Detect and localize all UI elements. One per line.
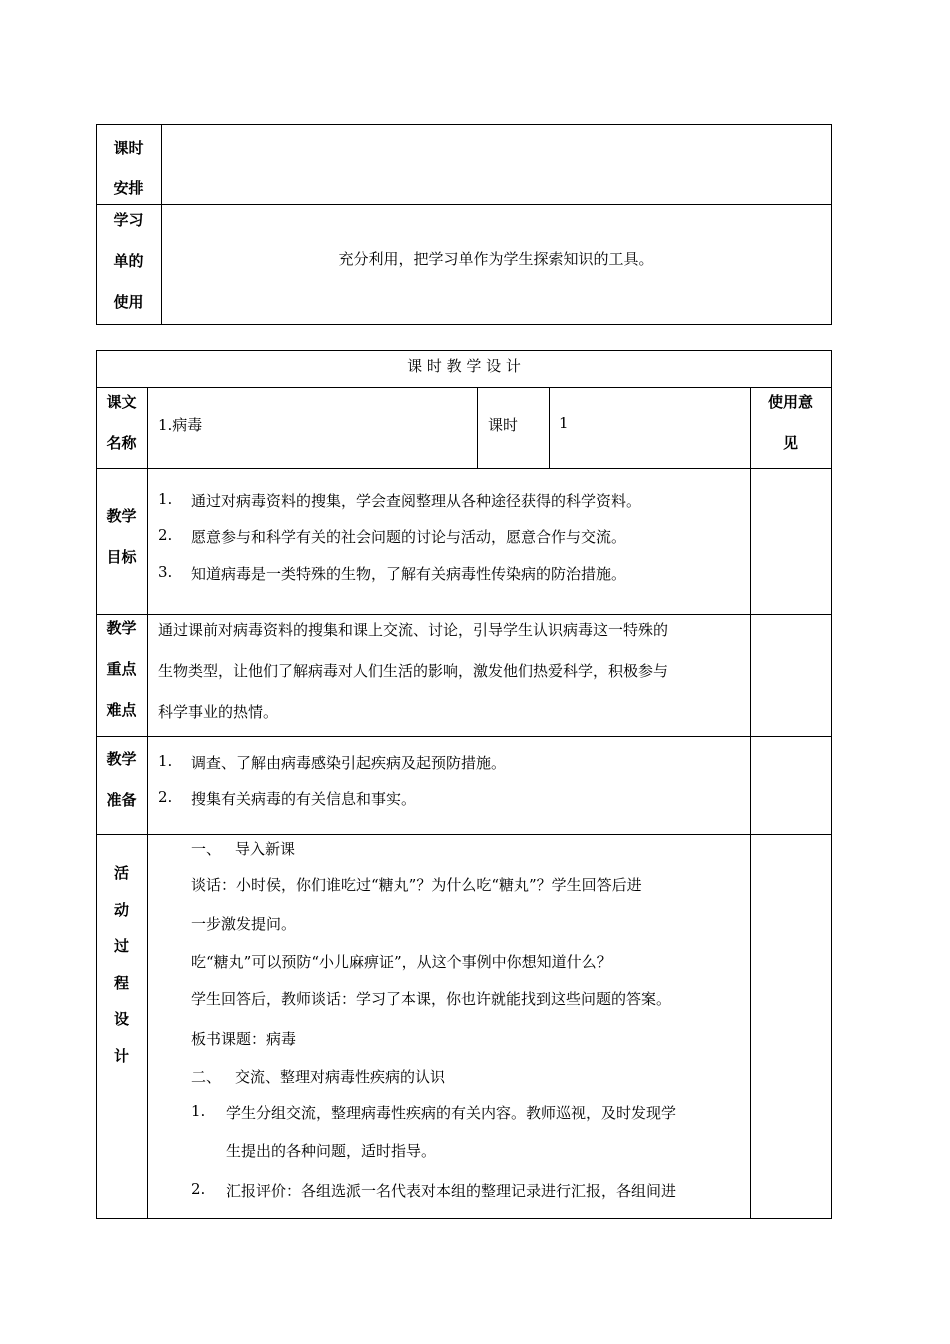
activity-item-2-line-1: 汇报评价：各组选派一名代表对本组的整理记录进行汇报，各组间进: [226, 1182, 677, 1200]
activity-item-1-line-2: 生提出的各种问题，适时指导。: [226, 1142, 437, 1160]
activity-item-1-line-1: 学生分组交流，整理病毒性疾病的有关内容。教师巡视，及时发现学: [226, 1104, 677, 1122]
period-label: 课时: [488, 416, 519, 434]
key-points-line-3: 科学事业的热情。: [158, 703, 279, 721]
prep-item-1: 调查、了解由病毒感染引起疾病及起预防措施。: [191, 754, 507, 772]
activity-item-2-num: 2.: [191, 1180, 206, 1198]
lesson-name: 1.病毒: [158, 416, 203, 434]
key-points-line-2: 生物类型，让他们了解病毒对人们生活的影响，激发他们热爱科学，积极参与: [158, 662, 669, 680]
section-1-num: 一、: [191, 840, 222, 858]
usage-opinion-label: 使用意 见: [767, 393, 813, 452]
section-2-title: 交流、整理对病毒性疾病的认识: [235, 1068, 446, 1086]
section-2-num: 二、: [191, 1068, 222, 1086]
prep-item-2: 搜集有关病毒的有关信息和事实。: [191, 790, 417, 808]
goal-item-1-num: 1.: [158, 490, 173, 508]
prep-item-1-num: 1.: [158, 752, 173, 770]
worksheet-usage-label: 学习 单的 使用: [113, 211, 144, 311]
worksheet-usage-text: 充分利用，把学习单作为学生探索知识的工具。: [338, 250, 654, 268]
prep-item-2-num: 2.: [158, 788, 173, 806]
activity-line-5: 板书课题：病毒: [191, 1030, 297, 1048]
activity-line-3: 吃“糖丸”可以预防“小儿麻痹证”，从这个事例中你想知道什么？: [191, 953, 612, 971]
teaching-prep-label: 教学 准备: [106, 750, 137, 809]
key-difficult-points-label: 教学 重点 难点: [106, 619, 137, 719]
schedule-label: 课时 安排: [113, 139, 144, 197]
activity-line-4: 学生回答后，教师谈话：学习了本课，你也许就能找到这些问题的答案。: [191, 990, 672, 1008]
goal-item-3-num: 3.: [158, 563, 173, 581]
goal-item-2-num: 2.: [158, 526, 173, 544]
activity-item-1-num: 1.: [191, 1102, 206, 1120]
goal-item-2: 愿意参与和科学有关的社会问题的讨论与活动，愿意合作与交流。: [191, 528, 627, 546]
activity-line-1: 谈话：小时侯，你们谁吃过“糖丸”？为什么吃“糖丸”？学生回答后进: [191, 876, 642, 894]
activity-design-label: 活 动 过 程 设 计: [113, 864, 129, 1065]
activity-line-2: 一步激发提问。: [191, 915, 297, 933]
section-1-title: 导入新课: [235, 840, 296, 858]
goal-item-1: 通过对病毒资料的搜集，学会查阅整理从各种途径获得的科学资料。: [191, 492, 642, 510]
period-value: 1: [559, 414, 569, 432]
key-points-line-1: 通过课前对病毒资料的搜集和课上交流、讨论，引导学生认识病毒这一特殊的: [158, 621, 669, 639]
goal-item-3: 知道病毒是一类特殊的生物，了解有关病毒性传染病的防治措施。: [191, 565, 627, 583]
lesson-name-label: 课文 名称: [106, 393, 137, 452]
teaching-goals-label: 教学 目标: [106, 507, 137, 566]
table-title: 课 时 教 学 设 计: [407, 357, 521, 375]
